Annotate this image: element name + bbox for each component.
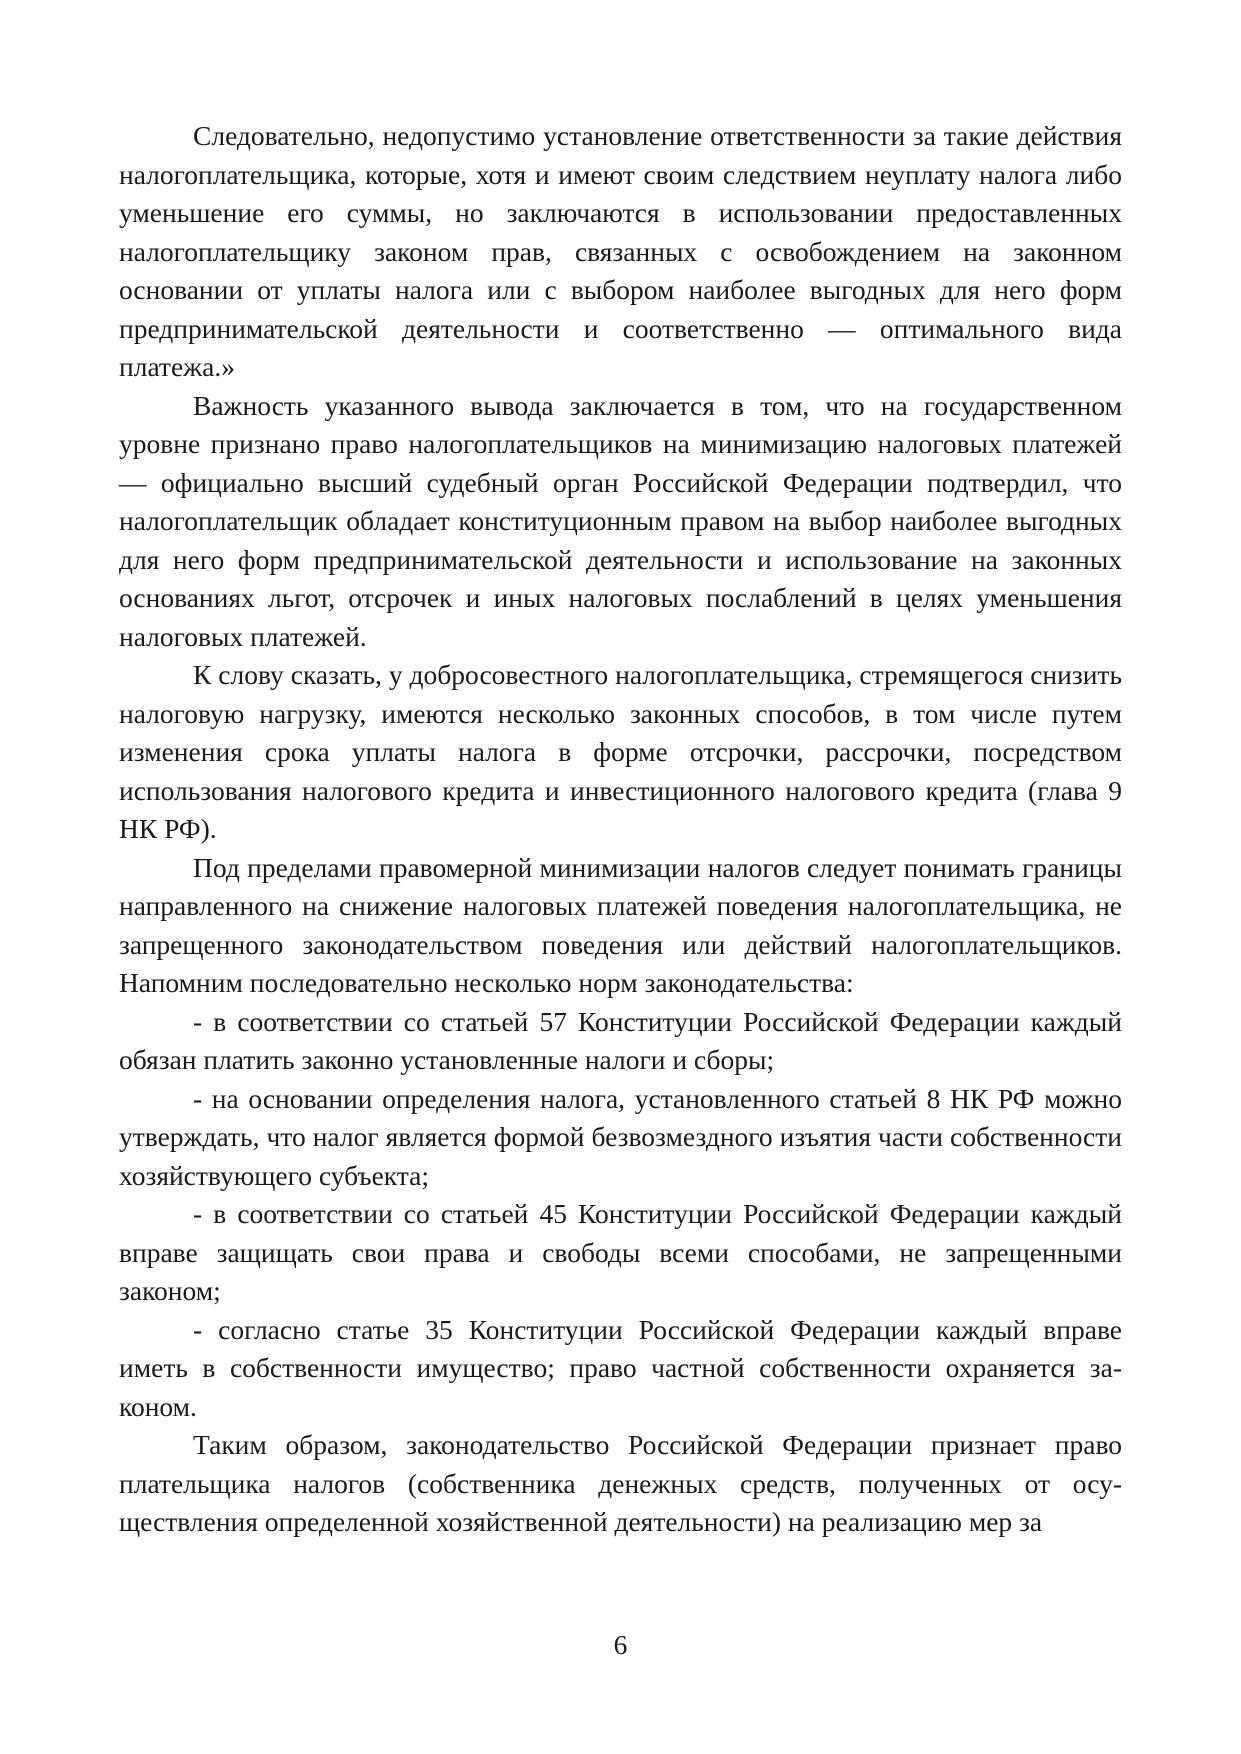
paragraph-thus: Таким образом, законодательство Российской Федерации признает право плательщика налогов (собственника денежных средств, полученных от осуществления определенной хозяйственной деятельности) на реализацию мер за — [119, 1429, 1122, 1537]
list-item-article-8: - на основании определения налога, установленного статьей 8 НК РФ можно утверждать, что налог является формой безвозмездного изъятия части собственности хозяйствующего субъекта; — [119, 1082, 1122, 1191]
body-text — [119, 117, 1122, 1542]
list-item-article-57: - в соответствии со статьей 57 Конституции Российской Федерации каждый обязан платить законно установленные налоги и сборы; — [119, 1005, 1122, 1075]
paragraph-consequently: Следовательно, недопустимо установление ответственности за такие действия налогоплательщика, которые, хотя и имеют своим следствием неуплату налога либо уменьшение его суммы, но заключаются в использовании предоставленных налогоплательщику законом прав, связанных с освобождением на законном основании от уплаты налога или с выбором наиболее выгодных для него форм предпринимательской деятельности и соответственно — оптимального вида платежа.» — [119, 120, 1122, 382]
page-number: 6 — [613, 1629, 628, 1660]
paragraph-importance: Важность указанного вывода заключается в том, что на государственном уровне признано право налогоплательщиков на минимизацию налоговых платежей — официально высший судебный орган Российской Федерации подтвердил, что налогоплательщик обладает конституционным правом на выбор наиболее выгодных для него форм предпринимательской деятельности и использование на законных основаниях льгот, отсрочек и иных налоговых послаблений в целях уменьшения налоговых платежей. — [119, 389, 1122, 652]
paragraph-by-the-way: К слову сказать, у добросовестного налогоплательщика, стремящегося снизить налоговую нагрузку, имеются несколько законных способов, в том числе путем изменения срока уплаты налога в форме отсрочки, рассрочки, посредством использования налогового кредита и инвестиционного налогового кредита (глава 9 НК РФ). — [119, 659, 1122, 844]
paragraph-limits: Под пределами правомерной минимизации налогов следует понимать границы направленного на снижение налоговых платежей поведения налогоплательщика, не запрещенного законодательством поведения или действий налогоплательщиков. Напомним последовательно несколько норм законодательства: — [119, 851, 1122, 998]
list-item-article-45: - в соответствии со статьей 45 Конституции Российской Федерации каждый вправе защищать свои права и свободы всеми способами, не запрещенными законом; — [119, 1198, 1122, 1306]
list-item-article-35: - согласно статье 35 Конституции Российской Федерации каждый вправе иметь в собственности имущество; право частной собственности охраняется законом. — [119, 1313, 1122, 1422]
